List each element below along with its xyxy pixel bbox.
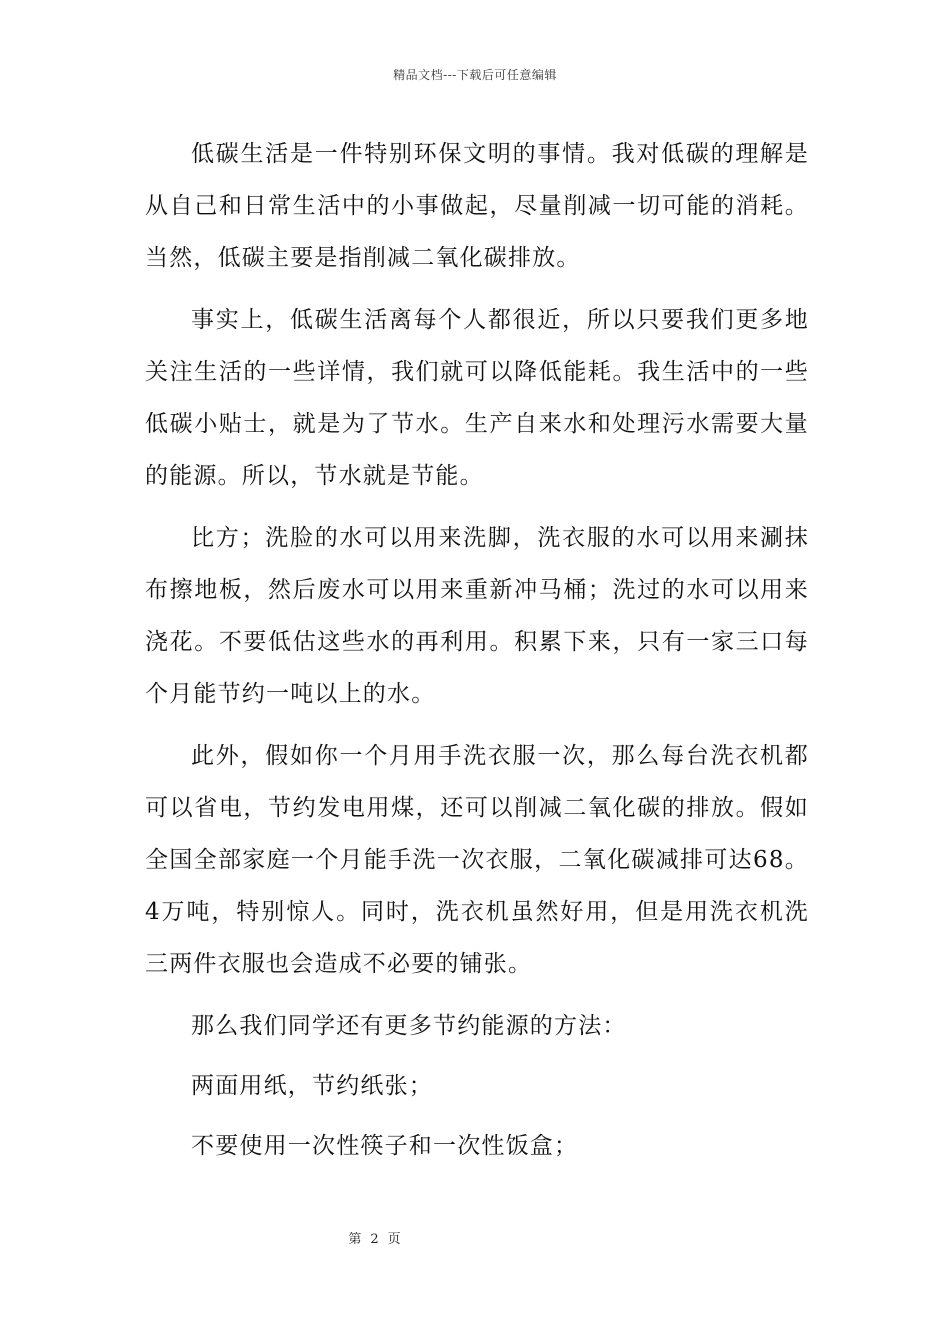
page-footer <box>0 1228 750 1247</box>
list-item-paper: 两面用纸，节约纸张； <box>191 1073 433 1099</box>
page-number: 2 <box>370 1232 380 1247</box>
paragraph-2: 事实上，低碳生活离每个人都很近，所以只要我们更多地关注生活的一些详情，我们就可以降低能耗。我生活中的一些低碳小贴士，就是为了节水。生产自来水和处理污水需要大量的能源。所以，节水就是节能。 <box>145 307 809 489</box>
document-body <box>145 128 809 1180</box>
page-header: 精品文档---下载后可任意编辑 <box>393 68 557 82</box>
paragraph-1: 低碳生活是一件特别环保文明的事情。我对低碳的理解是从自己和日常生活中的小事做起，尽量削减一切可能的消耗。当然，低碳主要是指削减二氧化碳排放。 <box>145 141 809 271</box>
footer-suffix: 页 <box>387 1232 402 1247</box>
paragraph-3: 比方；洗脸的水可以用来洗脚，洗衣服的水可以用来涮抹布擦地板，然后废水可以用来重新冲马桶；洗过的水可以用来浇花。不要低估这些水的再利用。积累下来，只有一家三口每个月能节约一吨以上的水。 <box>145 525 809 707</box>
list-item-disposable: 不要使用一次性筷子和一次性饭盒； <box>191 1133 579 1159</box>
paragraph-4: 此外，假如你一个月用手洗衣服一次，那么每台洗衣机都可以省电，节约发电用煤，还可以削减二氧化碳的排放。假如全国全部家庭一个月能手洗一次衣服，二氧化碳减排可达68。4万吨，特别惊人。同时，洗衣机虽然好用，但是用洗衣机洗三两件衣服也会造成不必要的铺张。 <box>145 743 809 977</box>
list-intro: 那么我们同学还有更多节约能源的方法： <box>191 1013 627 1039</box>
footer-prefix: 第 <box>348 1232 363 1247</box>
